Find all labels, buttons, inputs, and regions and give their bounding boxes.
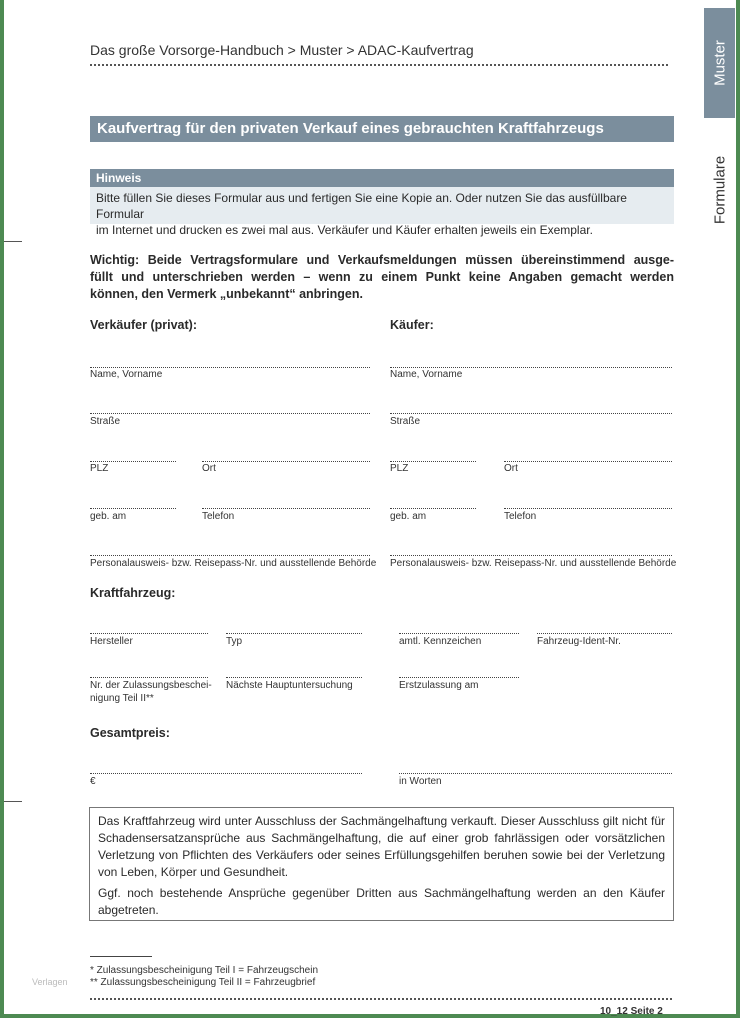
buyer-phone-field[interactable]	[504, 508, 672, 509]
footer-divider	[90, 998, 672, 1000]
page-number: 10_12 Seite 2	[600, 1006, 663, 1017]
buyer-city-field[interactable]	[504, 461, 672, 462]
buyer-id-label: Personalausweis- bzw. Reisepass-Nr. und ausstellende Behörde	[390, 558, 677, 569]
price-words-field[interactable]	[399, 773, 672, 774]
seller-birth-label: geb. am	[90, 511, 127, 522]
side-tab-formulare[interactable]	[704, 145, 735, 235]
footnote: ** Zulassungsbescheinigung Teil II = Fahrzeugbrief	[90, 977, 316, 988]
margin-mark	[4, 241, 22, 242]
seller-id-field[interactable]	[90, 555, 370, 556]
vehicle-plate-field[interactable]	[399, 633, 519, 634]
buyer-street-label: Straße	[390, 416, 421, 427]
buyer-heading: Käufer:	[390, 318, 434, 332]
buyer-birth-label: geb. am	[390, 511, 427, 522]
margin-mark	[4, 801, 22, 802]
buyer-id-field[interactable]	[390, 555, 672, 556]
hint-line: im Internet und drucken es zwei mal aus. Verkäufer und Käufer erhalten jeweils ein Exemplar.	[96, 223, 593, 237]
hint-box	[90, 187, 674, 237]
price-words-label: in Worten	[399, 776, 442, 787]
watermark: Verlagen	[32, 977, 68, 987]
seller-city-label: Ort	[202, 463, 216, 474]
buyer-phone-label: Telefon	[504, 511, 537, 522]
header-divider	[90, 64, 668, 66]
vehicle-heading: Kraftfahrzeug:	[90, 586, 176, 600]
side-tab-formulare-label: Formulare	[711, 155, 728, 225]
seller-birth-field[interactable]	[90, 508, 176, 509]
vehicle-plate-label: amtl. Kennzeichen	[399, 636, 482, 647]
vehicle-reg-cert-label-line: Nr. der Zulassungsbeschei-	[90, 680, 212, 691]
seller-phone-field[interactable]	[202, 508, 370, 509]
vehicle-manufacturer-label: Hersteller	[90, 636, 133, 647]
vehicle-type-field[interactable]	[226, 633, 362, 634]
hint-line: Bitte füllen Sie dieses Formular aus und fertigen Sie eine Kopie an. Oder nutzen Sie das ausfüllbare Formular	[96, 191, 627, 221]
vehicle-inspection-field[interactable]	[226, 677, 362, 678]
seller-heading: Verkäufer (privat):	[90, 318, 197, 332]
buyer-birth-field[interactable]	[390, 508, 476, 509]
seller-street-label: Straße	[90, 416, 121, 427]
liability-terms-paragraph: Ggf. noch bestehende Ansprüche gegenüber Dritten aus Sachmängelhaftung werden an den Käufer abgetreten.	[98, 886, 665, 917]
price-heading: Gesamtpreis:	[90, 726, 170, 740]
vehicle-reg-cert-label-line: nigung Teil II**	[90, 693, 154, 704]
buyer-street-field[interactable]	[390, 413, 672, 414]
vehicle-first-reg-field[interactable]	[399, 677, 519, 678]
vehicle-vin-field[interactable]	[537, 633, 672, 634]
seller-zip-label: PLZ	[90, 463, 109, 474]
vehicle-manufacturer-field[interactable]	[90, 633, 208, 634]
footnote-rule	[90, 956, 152, 957]
vehicle-first-reg-label: Erstzulassung am	[399, 680, 479, 691]
important-line: füllt und unterschrieben werden – wenn zu einem Punkt keine Angaben gemacht werden	[90, 270, 674, 284]
price-currency-label: €	[90, 776, 96, 787]
buyer-city-label: Ort	[504, 463, 518, 474]
buyer-zip-label: PLZ	[390, 463, 409, 474]
vehicle-inspection-label: Nächste Hauptuntersuchung	[226, 680, 353, 691]
seller-city-field[interactable]	[202, 461, 370, 462]
form-title: Kaufvertrag für den privaten Verkauf eines gebrauchten Kraftfahrzeugs	[90, 116, 674, 142]
breadcrumb: Das große Vorsorge-Handbuch > Muster > ADAC-Kaufvertrag	[90, 42, 474, 58]
page-frame-right	[736, 0, 740, 1018]
vehicle-vin-label: Fahrzeug-Ident-Nr.	[537, 636, 621, 647]
side-tab-muster[interactable]	[704, 8, 735, 118]
liability-terms-paragraph: Das Kraftfahrzeug wird unter Ausschluss der Sachmängelhaftung verkauft. Dieser Ausschluss gilt nicht für Schadensersatzansprüche aus Sachmängelhaftung, die auf einer grob fahrlässigen oder vorsätzlichen Verletzung von Pflichten des Verkäufers oder seines Erfüllungsgehilfen beruhen sowie bei der Verletzung von Leben, Körper und Gesundheit.	[98, 814, 665, 879]
buyer-name-label: Name, Vorname	[390, 369, 463, 380]
seller-phone-label: Telefon	[202, 511, 235, 522]
seller-name-label: Name, Vorname	[90, 369, 163, 380]
price-amount-field[interactable]	[90, 773, 362, 774]
liability-terms-box	[89, 807, 674, 921]
vehicle-type-label: Typ	[226, 636, 243, 647]
important-line: Wichtig: Beide Vertragsformulare und Verkaufsmeldungen müssen übereinstimmend ausge-	[90, 253, 674, 267]
side-tab-muster-label: Muster	[711, 40, 728, 86]
page-frame-left	[0, 0, 4, 1018]
footnote: * Zulassungsbescheinigung Teil I = Fahrzeugschein	[90, 965, 319, 976]
vehicle-reg-cert-field[interactable]	[90, 677, 208, 678]
seller-street-field[interactable]	[90, 413, 370, 414]
seller-id-label: Personalausweis- bzw. Reisepass-Nr. und ausstellende Behörde	[90, 558, 377, 569]
hint-heading: Hinweis	[90, 169, 674, 187]
important-line: können, den Vermerk „unbekannt“ anbringen.	[90, 287, 363, 301]
vehicle-reg-cert-label	[90, 679, 215, 705]
important-notice	[90, 252, 674, 303]
